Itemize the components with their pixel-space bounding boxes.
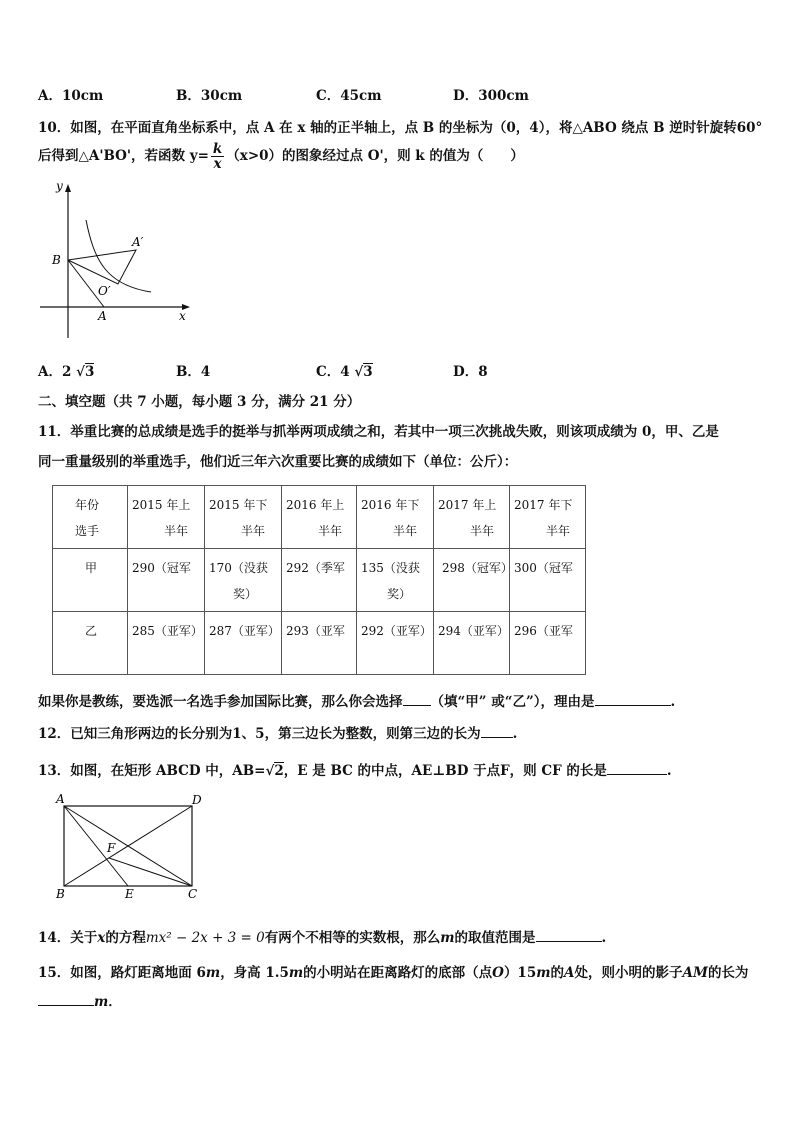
q10-label-b: B [52,253,61,267]
q11-text-line3: 如果你是教练，要选派一名选手参加国际比赛，那么你会选择 （填“甲” 或“乙”），理由是 . [38,694,676,710]
q9-choice-d: D．300cm [453,88,529,104]
q10-frac-num: k [212,141,223,157]
table-cell: 300（冠军 [514,561,573,575]
q13-label-d: D [192,793,202,807]
table-cell: 287（亚军） [209,624,280,638]
q13-answer-blank[interactable] [607,762,667,775]
q13-label-b: B [56,887,65,901]
q10-text-a: 后得到△A'BO'，若函数 y= [38,148,209,164]
q13-label-e: E [125,887,134,901]
table-cell: 2017 年下 半年 [514,498,573,538]
table-cell: 乙 [85,624,98,638]
table-cell: 2016 年下 半年 [361,498,420,538]
table-cell: 294（亚军） [438,624,509,638]
q10-text-line1: 10．如图，在平面直角坐标系中，点 A 在 x 轴的正半轴上，点 B 的坐标为（0，4），将△ABO 绕点 B 逆时针旋转60° [38,120,763,136]
q9-choice-a: A．10cm [38,88,104,104]
q11-text-line1: 11．举重比赛的总成绩是选手的挺举与抓举两项成绩之和，若其中一项三次挑战失败，则该项成绩为 0，甲、乙是 [38,424,719,440]
q10-text-line2 [38,142,524,171]
q10-label-o-prime: O′ [98,284,111,298]
table-cell: 135（没获 奖） [361,561,420,601]
q11-score-table [52,485,586,675]
table-cell: 292（季军 [286,561,345,575]
q10-label-x: x [179,309,186,323]
q13-label-a: A [56,792,65,806]
table-row [53,486,586,549]
q13-text: 13．如图，在矩形 ABCD 中，AB=√2，E 是 BC 的中点，AE⊥BD 于点F，则 CF 的长是 . [38,763,672,779]
q10-choice-c: C．4 √3 [316,364,373,380]
q11-text-line2: 同一重量级别的举重选手，他们近三年六次重要比赛的成绩如下（单位：公斤）： [38,454,518,470]
q15-text-line2: m． [38,990,122,1010]
table-cell: 年份 选手 [75,498,100,538]
q15-text-line1: 15．如图，路灯距离地面 6m，身高 1.5m的小明站在距离路灯的底部（点O）15m的A处，则小明的影子AM的长为 [38,965,749,981]
q11-answer-blank-2[interactable] [595,693,671,706]
q13-label-c: C [188,887,198,901]
q12-text: 12．已知三角形两边的长分别为1、5，第三边长为整数，则第三边的长为 . [38,726,518,742]
table-cell: 170（没获 奖） [209,561,268,601]
q9-choice-b: B．30cm [176,88,243,104]
table-cell: 293（亚军 [286,624,345,638]
q14-equation: mx² − 2x + 3 = 0 [145,930,265,946]
q15-answer-blank[interactable] [38,993,94,1006]
q13-label-f: F [107,841,116,855]
table-cell: 292（亚军） [361,624,432,638]
q9-choice-c: C．45cm [316,88,382,104]
table-cell: 296（亚军 [514,624,573,638]
q10-frac-den: x [213,156,222,172]
table-row [53,612,586,675]
q13-figure [52,790,212,902]
q10-label-a-prime: A′ [132,235,144,249]
q10-text-b: （x>0）的图象经过点 O'，则 k 的值为（ ） [226,148,524,164]
section2-title: 二、填空题（共 7 小题，每小题 3 分，满分 21 分） [38,394,361,410]
q10-choice-d: D．8 [453,364,488,380]
q13-sqrt: √2 [265,763,284,779]
table-row [53,549,586,612]
table-cell: 298（冠军） [442,561,513,575]
table-cell: 2015 年上 半年 [132,498,191,538]
q10-choice-a: A．2 √3 [38,364,95,380]
q10-label-a: A [98,309,107,323]
q10-figure [36,180,196,345]
q10-choice-b: B．4 [176,364,211,380]
table-cell: 2016 年上 半年 [286,498,345,538]
table-cell: 285（亚军） [132,624,203,638]
table-cell: 2015 年下 半年 [209,498,268,538]
table-cell: 甲 [85,561,98,575]
q12-answer-blank[interactable] [481,725,513,738]
q11-answer-blank-1[interactable] [403,693,431,706]
q10-label-y: y [56,180,63,193]
table-cell: 2017 年上 半年 [438,498,497,538]
q14-text: 14．关于x的方程mx² − 2x + 3 = 0有两个不相等的实数根，那么m的取值范围是 . [38,930,607,946]
table-cell: 290（冠军 [132,561,191,575]
q10-fraction [211,142,224,171]
q14-answer-blank[interactable] [536,929,602,942]
